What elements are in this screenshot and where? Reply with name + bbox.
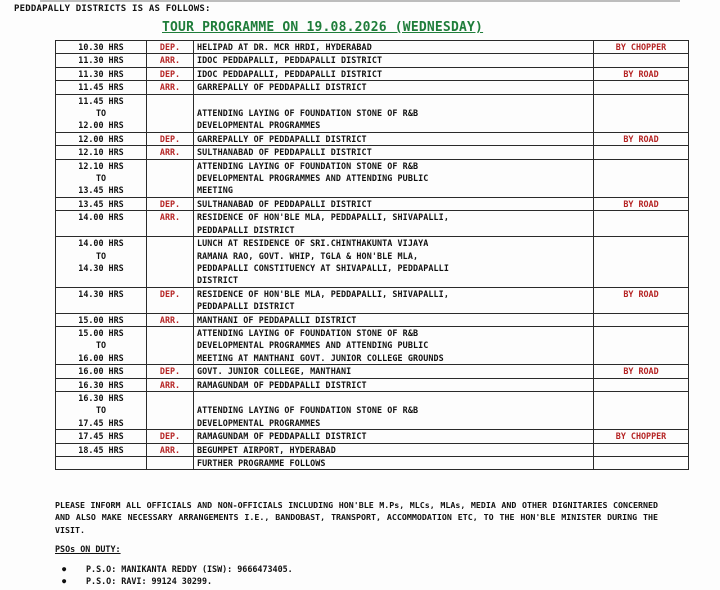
time-cell bbox=[56, 443, 147, 456]
place-cell bbox=[194, 378, 594, 391]
place-cell bbox=[194, 94, 594, 132]
action-cell bbox=[147, 457, 194, 470]
time-line: TO bbox=[95, 173, 107, 184]
place-line: RAMAGUNDAM OF PEDDAPALLI DISTRICT bbox=[197, 431, 367, 442]
place-cell bbox=[194, 391, 594, 429]
time-line: 11.30 HRS bbox=[78, 68, 124, 79]
mode-cell bbox=[594, 457, 689, 470]
time-line: 12.00 HRS bbox=[78, 120, 124, 131]
time-cell bbox=[56, 457, 147, 470]
action-cell: DEP. bbox=[147, 67, 194, 80]
schedule-row bbox=[56, 94, 689, 132]
place-line: RAMANA RAO, GOVT. WHIP, TGLA & HON'BLE MLA, bbox=[197, 250, 419, 261]
time-cell bbox=[56, 287, 147, 313]
time-line bbox=[59, 457, 143, 469]
mode-cell bbox=[594, 237, 689, 288]
time-cell bbox=[56, 237, 147, 288]
time-cell bbox=[56, 41, 147, 54]
place-line: RESIDENCE OF HON'BLE MLA, PEDDAPALLI, SHIVAPALLI, bbox=[197, 288, 449, 299]
time-line: 11.30 HRS bbox=[78, 55, 124, 66]
place-line: SULTHANABAD OF PEDDAPALLI DISTRICT bbox=[197, 147, 372, 158]
mode-cell bbox=[594, 391, 689, 429]
time-line: 13.45 HRS bbox=[78, 185, 124, 196]
action-cell: ARR. bbox=[147, 211, 194, 237]
place-line: ATTENDING LAYING OF FOUNDATION STONE OF R&B bbox=[197, 108, 419, 119]
schedule-row bbox=[56, 159, 689, 197]
place-cell bbox=[194, 313, 594, 326]
time-cell bbox=[56, 146, 147, 159]
mode-cell bbox=[594, 146, 689, 159]
place-line: LUNCH AT RESIDENCE OF SRI.CHINTHAKUNTA VIJAYA bbox=[197, 238, 429, 249]
place-cell bbox=[194, 67, 594, 80]
place-line: GOVT. JUNIOR COLLEGE, MANTHANI bbox=[197, 366, 352, 377]
place-cell bbox=[194, 146, 594, 159]
place-line: RESIDENCE OF HON'BLE MLA, PEDDAPALLI, SHIVAPALLI, bbox=[197, 212, 449, 223]
place-cell bbox=[194, 211, 594, 237]
place-line: ATTENDING LAYING OF FOUNDATION STONE OF R&B bbox=[197, 160, 419, 171]
place-cell bbox=[194, 132, 594, 145]
place-line bbox=[197, 95, 590, 107]
intro-text: PEDDAPALLY DISTRICTS IS AS FOLLOWS: bbox=[14, 4, 211, 14]
mode-cell: BY ROAD bbox=[594, 287, 689, 313]
page-title: TOUR PROGRAMME ON 19.08.2026 (WEDNESDAY) bbox=[162, 20, 484, 35]
place-line: HELIPAD AT DR. MCR HRDI, HYDERABAD bbox=[197, 42, 372, 52]
action-cell bbox=[147, 94, 194, 132]
time-line: 17.45 HRS bbox=[78, 417, 124, 428]
time-line: 11.45 HRS bbox=[78, 82, 124, 93]
mode-cell bbox=[594, 81, 689, 94]
time-line: 12.10 HRS bbox=[78, 147, 124, 158]
time-cell bbox=[56, 365, 147, 378]
place-line: GARREPALLY OF PEDDAPALLI DISTRICT bbox=[197, 133, 367, 144]
place-line: RAMAGUNDAM OF PEDDAPALLI DISTRICT bbox=[197, 379, 367, 390]
place-line: PEDDAPALLI DISTRICT bbox=[197, 301, 295, 312]
action-cell: DEP. bbox=[147, 430, 194, 443]
time-line: 12.10 HRS bbox=[78, 160, 124, 171]
time-line: 10.30 HRS bbox=[78, 42, 124, 52]
action-cell: ARR. bbox=[147, 313, 194, 326]
mode-cell: BY CHOPPER bbox=[594, 430, 689, 443]
place-cell bbox=[194, 457, 594, 470]
place-line: IDOC PEDDAPALLI, PEDDAPALLI DISTRICT bbox=[197, 55, 383, 66]
place-cell bbox=[194, 287, 594, 313]
time-line: 16.30 HRS bbox=[78, 392, 124, 403]
time-line: TO bbox=[95, 340, 107, 351]
time-cell bbox=[56, 94, 147, 132]
place-cell bbox=[194, 197, 594, 210]
time-line: 12.00 HRS bbox=[78, 133, 124, 144]
schedule-row bbox=[56, 197, 689, 210]
time-cell bbox=[56, 430, 147, 443]
action-cell: ARR. bbox=[147, 81, 194, 94]
place-cell bbox=[194, 81, 594, 94]
action-cell bbox=[147, 391, 194, 429]
place-line: DISTRICT bbox=[197, 275, 239, 286]
time-line: 13.45 HRS bbox=[78, 198, 124, 209]
time-line: 16.30 HRS bbox=[78, 379, 124, 390]
time-line: 16.00 HRS bbox=[78, 352, 124, 363]
time-cell bbox=[56, 211, 147, 237]
mode-cell bbox=[594, 211, 689, 237]
time-cell bbox=[56, 159, 147, 197]
time-line: 17.45 HRS bbox=[78, 431, 124, 442]
action-cell: ARR. bbox=[147, 146, 194, 159]
mode-cell bbox=[594, 313, 689, 326]
pso-list bbox=[62, 564, 293, 587]
time-line: TO bbox=[95, 108, 107, 119]
time-cell bbox=[56, 132, 147, 145]
action-cell: DEP. bbox=[147, 365, 194, 378]
mode-cell bbox=[594, 94, 689, 132]
place-line: DEVELOPMENTAL PROGRAMMES bbox=[197, 120, 321, 131]
schedule-row bbox=[56, 391, 689, 429]
action-cell bbox=[147, 326, 194, 364]
mode-cell: BY ROAD bbox=[594, 132, 689, 145]
place-line: PEDDAPALLI CONSTITUENCY AT SHIVAPALLI, PEDDAPALLI bbox=[197, 262, 449, 273]
schedule-row bbox=[56, 54, 689, 67]
time-line: 14.00 HRS bbox=[78, 238, 124, 249]
schedule-row bbox=[56, 132, 689, 145]
action-cell: ARR. bbox=[147, 378, 194, 391]
place-line: DEVELOPMENTAL PROGRAMMES bbox=[197, 417, 321, 428]
mode-cell: BY ROAD bbox=[594, 197, 689, 210]
place-line: IDOC PEDDAPALLI, PEDDAPALLI DISTRICT bbox=[197, 68, 383, 79]
schedule-row bbox=[56, 378, 689, 391]
place-cell bbox=[194, 54, 594, 67]
time-cell bbox=[56, 313, 147, 326]
time-line: 14.00 HRS bbox=[78, 212, 124, 223]
place-line bbox=[197, 392, 590, 404]
place-cell bbox=[194, 365, 594, 378]
mode-cell bbox=[594, 443, 689, 456]
place-line: GARREPALLY OF PEDDAPALLI DISTRICT bbox=[197, 82, 367, 93]
time-cell bbox=[56, 54, 147, 67]
schedule-row bbox=[56, 41, 689, 54]
schedule-row bbox=[56, 443, 689, 456]
schedule-row bbox=[56, 81, 689, 94]
place-line: MEETING AT MANTHANI GOVT. JUNIOR COLLEGE GROUNDS bbox=[197, 352, 444, 363]
schedule-row bbox=[56, 457, 689, 470]
schedule-table bbox=[55, 40, 689, 470]
place-cell bbox=[194, 159, 594, 197]
action-cell bbox=[147, 237, 194, 288]
mode-cell bbox=[594, 326, 689, 364]
place-cell bbox=[194, 237, 594, 288]
place-line: SULTHANABAD OF PEDDAPALLI DISTRICT bbox=[197, 198, 372, 209]
mode-cell: BY ROAD bbox=[594, 67, 689, 80]
place-line: DEVELOPMENTAL PROGRAMMES AND ATTENDING PUBLIC bbox=[197, 173, 429, 184]
mode-cell bbox=[594, 159, 689, 197]
time-line: TO bbox=[95, 250, 107, 261]
schedule-row bbox=[56, 313, 689, 326]
schedule-row bbox=[56, 430, 689, 443]
place-line: MEETING bbox=[197, 185, 233, 196]
pso-item: ● P.S.O: RAVI: 99124 30299. bbox=[62, 576, 293, 588]
place-line: FURTHER PROGRAMME FOLLOWS bbox=[197, 458, 326, 468]
schedule-row bbox=[56, 237, 689, 288]
time-cell bbox=[56, 197, 147, 210]
pso-heading: PSOs ON DUTY: bbox=[55, 544, 121, 554]
action-cell: DEP. bbox=[147, 197, 194, 210]
place-line: PEDDAPALLI DISTRICT bbox=[197, 224, 295, 235]
place-line: BEGUMPET AIRPORT, HYDERABAD bbox=[197, 444, 336, 455]
time-line: 16.00 HRS bbox=[78, 366, 124, 377]
time-line: 14.30 HRS bbox=[78, 288, 124, 299]
time-line: 15.00 HRS bbox=[78, 327, 124, 338]
mode-cell: BY ROAD bbox=[594, 365, 689, 378]
time-cell bbox=[56, 67, 147, 80]
action-cell: ARR. bbox=[147, 54, 194, 67]
mode-cell bbox=[594, 54, 689, 67]
mode-cell: BY CHOPPER bbox=[594, 41, 689, 54]
notice-text: PLEASE INFORM ALL OFFICIALS AND NON-OFFICIALS INCLUDING HON'BLE M.Ps, MLCs, MLAs, MEDIA AND OTHER DIGNITARIES CONCERNED AND ALSO MAKE NECESSARY ARRANGEMENTS I.E., BANDOBAST, TRANSPORT, ACCOMMODATION ETC, TO THE HON'BLE MINISTER DURING THE VISIT. bbox=[55, 500, 658, 535]
action-cell: DEP. bbox=[147, 287, 194, 313]
time-cell bbox=[56, 378, 147, 391]
time-cell bbox=[56, 81, 147, 94]
place-cell bbox=[194, 430, 594, 443]
place-line: ATTENDING LAYING OF FOUNDATION STONE OF R&B bbox=[197, 327, 419, 338]
action-cell: ARR. bbox=[147, 443, 194, 456]
schedule-row bbox=[56, 67, 689, 80]
time-line: TO bbox=[95, 405, 107, 416]
place-cell bbox=[194, 326, 594, 364]
place-line: MANTHANI OF PEDDAPALLI DISTRICT bbox=[197, 314, 357, 325]
time-cell bbox=[56, 326, 147, 364]
schedule-row bbox=[56, 287, 689, 313]
schedule-row bbox=[56, 146, 689, 159]
time-line: 15.00 HRS bbox=[78, 314, 124, 325]
place-line: ATTENDING LAYING OF FOUNDATION STONE OF R&B bbox=[197, 405, 419, 416]
place-cell bbox=[194, 41, 594, 54]
place-cell bbox=[194, 443, 594, 456]
time-line: 11.45 HRS bbox=[78, 95, 124, 106]
mode-cell bbox=[594, 378, 689, 391]
schedule-row bbox=[56, 211, 689, 237]
time-line: 14.30 HRS bbox=[78, 262, 124, 273]
action-cell bbox=[147, 159, 194, 197]
time-line: 18.45 HRS bbox=[78, 444, 124, 455]
action-cell: DEP. bbox=[147, 132, 194, 145]
action-cell: DEP. bbox=[147, 41, 194, 54]
time-cell bbox=[56, 391, 147, 429]
schedule-row bbox=[56, 326, 689, 364]
pso-item: ● P.S.O: MANIKANTA REDDY (ISW): 9666473405. bbox=[62, 564, 293, 576]
place-line: DEVELOPMENTAL PROGRAMMES AND ATTENDING PUBLIC bbox=[197, 340, 429, 351]
schedule-row bbox=[56, 365, 689, 378]
